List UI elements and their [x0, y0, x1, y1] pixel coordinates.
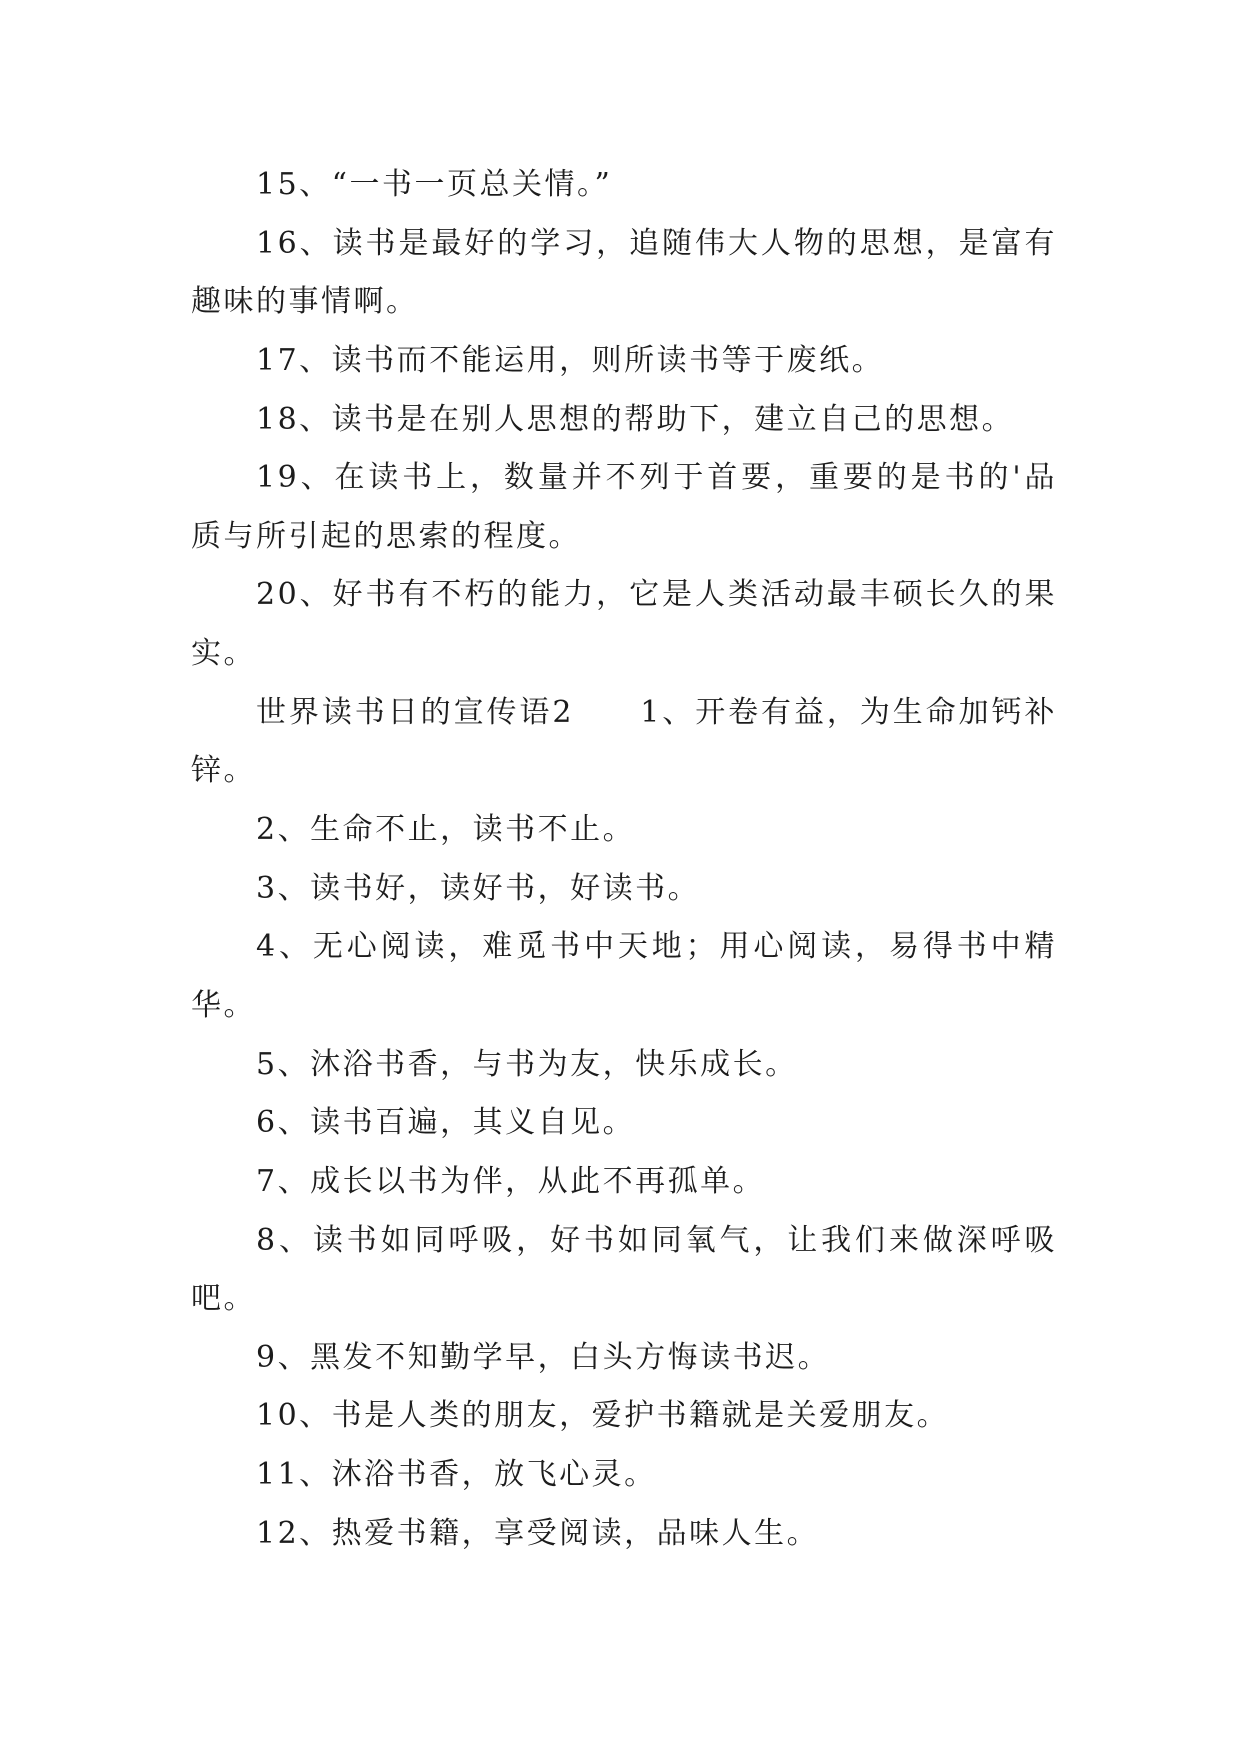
paragraph-line: 16、读书是最好的学习，追随伟大人物的思想，是富有	[256, 225, 1057, 261]
paragraph-line: 17、读书而不能运用，则所读书等于废纸。	[256, 342, 885, 378]
document-body	[191, 156, 1057, 1563]
paragraph-slogan-3	[191, 860, 1057, 919]
paragraph-line: 7、成长以书为伴，从此不再孤单。	[256, 1163, 766, 1199]
paragraph-slogan-5	[191, 1036, 1057, 1095]
paragraph-slogan-4	[191, 918, 1057, 1035]
paragraph-quote-16	[191, 215, 1057, 332]
section-heading-slogans-2	[191, 684, 1057, 801]
paragraph-line: 8、读书如同呼吸，好书如同氧气，让我们来做深呼吸	[256, 1222, 1057, 1258]
paragraph-line: 趣味的事情啊。	[191, 284, 419, 320]
paragraph-line: 9、黑发不知勤学早，白头方悔读书迟。	[256, 1339, 831, 1375]
paragraph-line: 20、好书有不朽的能力，它是人类活动最丰硕长久的果	[256, 577, 1057, 613]
paragraph-slogan-9	[191, 1329, 1057, 1388]
paragraph-quote-18	[191, 391, 1057, 450]
paragraph-slogan-6	[191, 1094, 1057, 1153]
paragraph-quote-19	[191, 449, 1057, 566]
paragraph-line: 实。	[191, 636, 256, 672]
paragraph-line: 2、生命不止，读书不止。	[256, 812, 636, 848]
paragraph-slogan-11	[191, 1446, 1057, 1505]
paragraph-slogan-2	[191, 801, 1057, 860]
paragraph-line: 锌。	[191, 753, 256, 789]
paragraph-line: 12、热爱书籍，享受阅读，品味人生。	[256, 1515, 820, 1551]
paragraph-line: 6、读书百遍，其义自见。	[256, 1105, 636, 1141]
paragraph-line: 世界读书日的宣传语2 1、开卷有益，为生命加钙补	[256, 694, 1057, 730]
paragraph-line: 质与所引起的思索的程度。	[191, 518, 581, 554]
paragraph-line: 3、读书好，读好书，好读书。	[256, 870, 701, 906]
paragraph-slogan-8	[191, 1212, 1057, 1329]
paragraph-line: 华。	[191, 987, 256, 1023]
paragraph-line: 19、在读书上，数量并不列于首要，重要的是书的'品	[256, 460, 1057, 496]
paragraph-quote-17	[191, 332, 1057, 391]
paragraph-slogan-10	[191, 1387, 1057, 1446]
paragraph-line: 10、书是人类的朋友，爱护书籍就是关爱朋友。	[256, 1398, 950, 1434]
paragraph-line: 18、读书是在别人思想的帮助下，建立自己的思想。	[256, 401, 1015, 437]
paragraph-line: 11、沐浴书香，放飞心灵。	[256, 1457, 657, 1493]
paragraph-line: 吧。	[191, 1281, 256, 1317]
paragraph-line: 15、“一书一页总关情。”	[256, 167, 613, 202]
paragraph-line: 4、无心阅读，难觅书中天地；用心阅读，易得书中精	[256, 929, 1057, 965]
paragraph-slogan-7	[191, 1153, 1057, 1212]
paragraph-slogan-12	[191, 1505, 1057, 1564]
paragraph-quote-15	[191, 156, 1057, 215]
paragraph-line: 5、沐浴书香，与书为友，快乐成长。	[256, 1046, 798, 1082]
paragraph-quote-20	[191, 566, 1057, 683]
